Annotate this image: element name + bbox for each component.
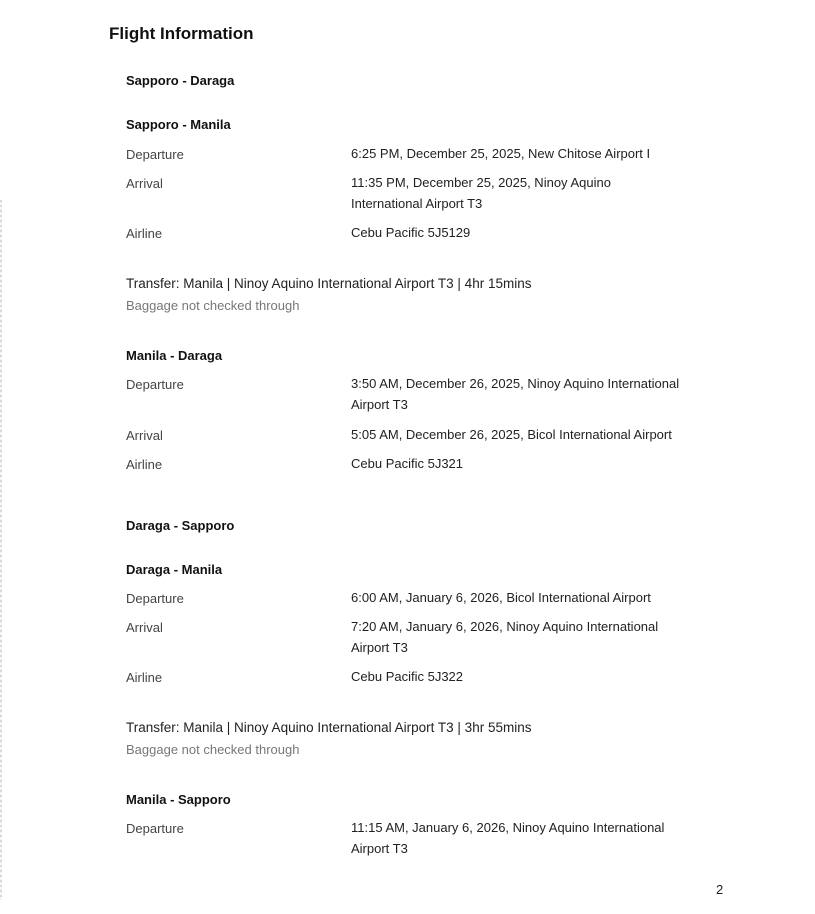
departure-value: 3:50 AM, December 26, 2025, Ninoy Aquino International Airport T3 [351,376,680,412]
outbound-leg2-title: Manila - Daraga [126,348,223,363]
departure-label: Departure [126,821,184,836]
airline-value: Cebu Pacific 5J322 [351,669,464,684]
airline-label: Airline [126,457,163,472]
return-leg2-title: Manila - Sapporo [126,792,231,807]
airline-value: Cebu Pacific 5J5129 [351,225,471,240]
outbound-leg1-title: Sapporo - Manila [126,117,231,132]
arrival-value: 5:05 AM, December 26, 2025, Bicol International Airport [351,427,672,442]
arrival-label: Arrival [126,620,163,635]
arrival-value: 7:20 AM, January 6, 2026, Ninoy Aquino International Airport T3 [351,619,659,655]
return-leg1-title: Daraga - Manila [126,562,223,577]
transfer-info: Transfer: Manila | Ninoy Aquino International Airport T3 | 4hr 15mins [126,276,532,291]
arrival-label: Arrival [126,176,163,191]
return-route-title: Daraga - Sapporo [126,518,235,533]
arrival-value: 11:35 PM, December 25, 2025, Ninoy Aquino International Airport T3 [351,175,611,211]
arrival-label: Arrival [126,428,163,443]
transfer-info: Transfer: Manila | Ninoy Aquino International Airport T3 | 3hr 55mins [126,720,532,735]
page-title: Flight Information [109,24,254,43]
departure-label: Departure [126,377,184,392]
baggage-note: Baggage not checked through [126,742,300,757]
scan-edge [0,200,2,900]
departure-label: Departure [126,591,184,606]
baggage-note: Baggage not checked through [126,298,300,313]
outbound-route-title: Sapporo - Daraga [126,73,235,88]
airline-label: Airline [126,670,163,685]
departure-value: 6:00 AM, January 6, 2026, Bicol International Airport [351,590,651,605]
departure-label: Departure [126,147,184,162]
page-number: 2 [716,882,724,897]
airline-value: Cebu Pacific 5J321 [351,456,464,471]
departure-value: 6:25 PM, December 25, 2025, New Chitose Airport I [351,146,651,161]
departure-value: 11:15 AM, January 6, 2026, Ninoy Aquino International Airport T3 [351,820,665,856]
airline-label: Airline [126,226,163,241]
